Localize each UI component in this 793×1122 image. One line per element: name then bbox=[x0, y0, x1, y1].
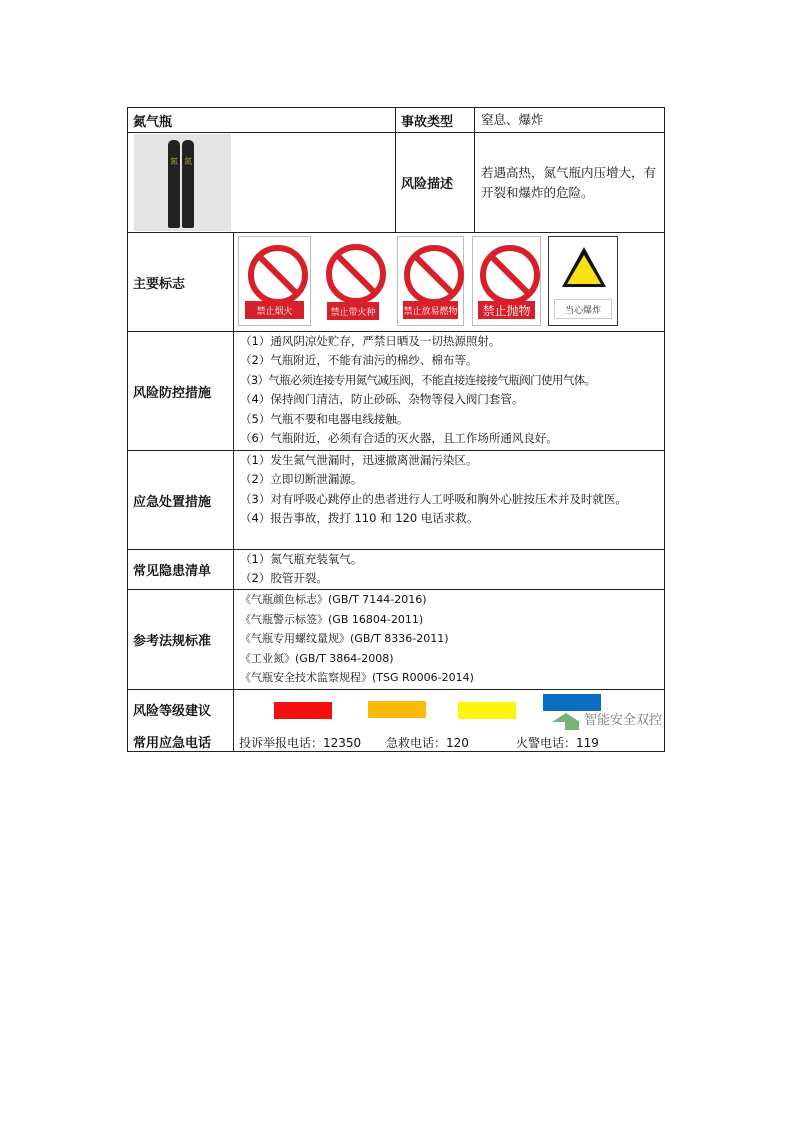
hazard-item: （2）胶管开裂。 bbox=[240, 571, 328, 585]
prevention-item: （1）通风阴凉处贮存，严禁日晒及一切热源照射。 bbox=[240, 334, 501, 348]
hazards-label: 常见隐患清单 bbox=[127, 549, 234, 590]
selected-level-arrow-stem bbox=[565, 721, 579, 730]
signs-label: 主要标志 bbox=[127, 232, 234, 332]
phone-ambulance: 急救电话：120 bbox=[386, 736, 469, 750]
emergency-item: （2）立即切断泄漏源。 bbox=[240, 472, 363, 487]
risk-level-blue bbox=[543, 694, 601, 711]
emergency-list bbox=[233, 450, 665, 550]
accident-type-label: 事故类型 bbox=[395, 107, 475, 133]
standards-list bbox=[233, 589, 665, 690]
standard-item: 《气瓶专用螺纹量规》(GB/T 8336-2011) bbox=[240, 632, 449, 646]
risk-level-label: 风险等级建议 bbox=[133, 704, 212, 719]
prevention-item: （3）气瓶必须连接专用氮气减压阀，不能直接连接接气瓶阀门使用气体。 bbox=[240, 372, 596, 387]
prevention-item: （4）保持阀门清洁，防止砂砾、杂物等侵入阀门套管。 bbox=[240, 392, 524, 407]
sign-no-kindling: 禁止带火种 bbox=[322, 236, 384, 326]
bottom-value-cell bbox=[233, 689, 665, 752]
hazard-item: （1）氮气瓶充装氧气。 bbox=[240, 552, 363, 566]
sign-no-throwing: 禁止抛物 bbox=[472, 236, 541, 326]
prevention-list bbox=[233, 331, 665, 451]
phone-complaint: 投诉举报电话：12350 bbox=[239, 736, 362, 750]
accident-type-value: 窒息、爆炸 bbox=[474, 107, 665, 133]
standard-item: 《气瓶安全技术监察规程》(TSG R0006-2014) bbox=[240, 671, 474, 685]
standard-item: 《气瓶警示标签》(GB 16804-2011) bbox=[240, 612, 424, 626]
watermark: 智能安全双控 bbox=[584, 713, 663, 728]
risk-desc-label: 风险描述 bbox=[395, 132, 475, 233]
emergency-item: （4）报告事故，拨打 110 和 120 电话求救。 bbox=[240, 511, 479, 526]
prevention-label: 风险防控措施 bbox=[127, 331, 234, 451]
standards-label: 参考法规标准 bbox=[127, 589, 234, 690]
prevention-item: （5）气瓶不要和电器电线接触。 bbox=[240, 411, 409, 426]
risk-level-yellow bbox=[458, 702, 516, 719]
cylinder-label: 氮 bbox=[182, 140, 194, 228]
standard-item: 《气瓶颜色标志》(GB/T 7144-2016) bbox=[240, 593, 427, 606]
cylinder-image bbox=[134, 134, 231, 231]
risk-level-red bbox=[274, 702, 332, 719]
emergency-item: （3）对有呼吸心跳停止的患者进行人工呼吸和胸外心脏按压术并及时就医。 bbox=[240, 491, 627, 506]
sign-explosion-warning: 当心爆炸 bbox=[548, 236, 618, 326]
standard-item: 《工业氮》(GB/T 3864-2008) bbox=[240, 651, 394, 665]
phones-label: 常用应急电话 bbox=[133, 736, 212, 751]
bottom-label-cell bbox=[127, 689, 234, 752]
prevention-item: （6）气瓶附近，必须有合适的灭火器，且工作场所通风良好。 bbox=[240, 431, 558, 446]
emergency-label: 应急处置措施 bbox=[127, 450, 234, 550]
cylinder-label: 氮 bbox=[168, 140, 180, 228]
hazards-list bbox=[233, 549, 665, 590]
sign-no-fire: 禁止烟火 bbox=[238, 236, 311, 326]
image-cell bbox=[127, 132, 396, 233]
phone-fire: 火警电话：119 bbox=[516, 736, 599, 750]
emergency-item: （1）发生氮气泄漏时，迅速撤离泄漏污染区。 bbox=[240, 453, 478, 467]
risk-desc-value: 若遇高热，氮气瓶内压增大，有开裂和爆炸的危险。 bbox=[474, 132, 665, 233]
risk-level-orange bbox=[368, 701, 426, 718]
sign-no-flammables: 禁止放易燃物 bbox=[397, 236, 464, 326]
item-title: 氮气瓶 bbox=[127, 107, 396, 133]
prevention-item: （2）气瓶附近，不能有油污的棉纱、棉布等。 bbox=[240, 353, 478, 368]
